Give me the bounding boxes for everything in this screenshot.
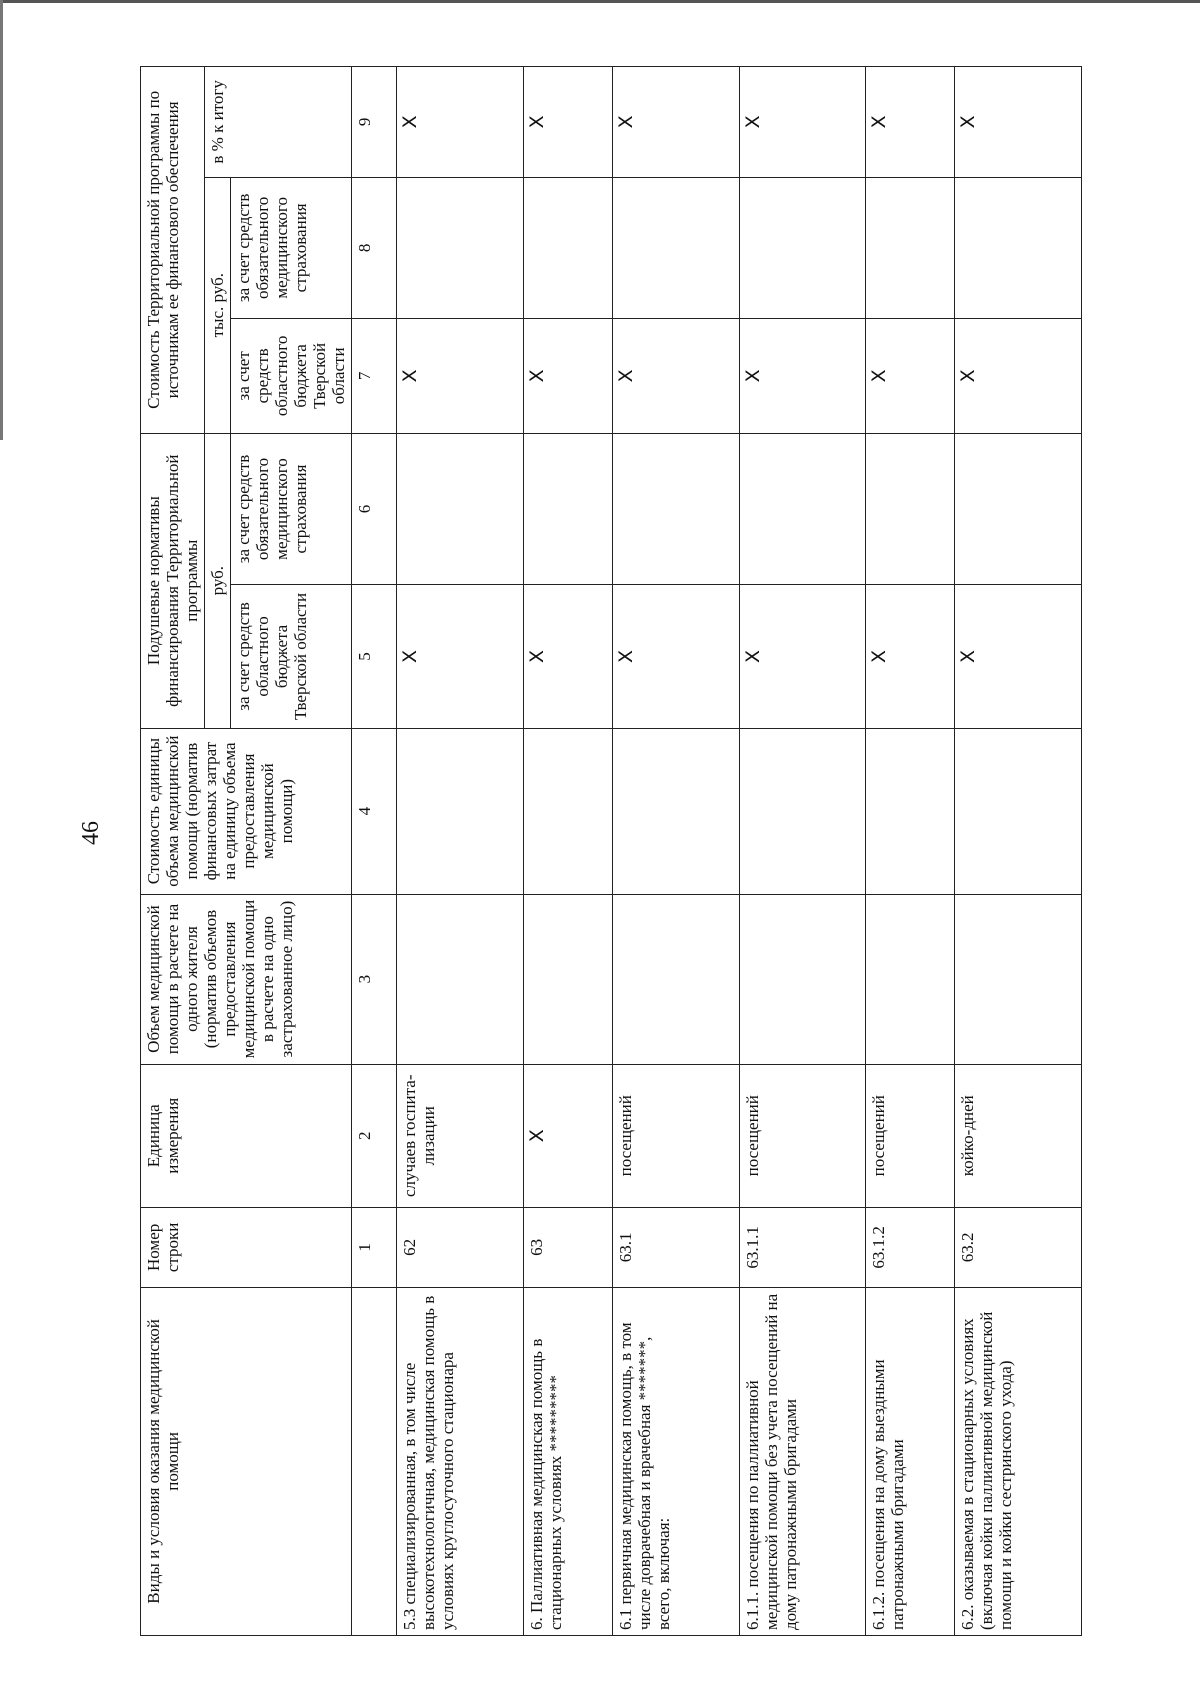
row-regional-budget-thousand: X xyxy=(739,319,866,434)
row-regional-budget-thousand: X xyxy=(955,319,1082,434)
header-regional-budget-rub: за счет средств областного бюджета Тверской области xyxy=(231,585,352,728)
row-oms-thousand xyxy=(612,177,739,318)
row-oms-rub xyxy=(523,433,612,585)
header-oms-rub: за счет средств обязательного медицинского страхования xyxy=(231,433,352,585)
row-unit: X xyxy=(523,1064,612,1207)
row-regional-budget-rub: X xyxy=(523,585,612,728)
header-regional-budget-thousand: за счет средств областного бюджета Тверской области xyxy=(231,319,352,434)
row-regional-budget-thousand: X xyxy=(397,319,524,434)
row-name: 6.1.1. посещения по паллиативной медицинской помощи без учета посещений на дому патронажными бригадами xyxy=(739,1287,866,1635)
column-number: 1 xyxy=(352,1207,397,1287)
row-oms-rub xyxy=(866,433,955,585)
row-oms-thousand xyxy=(739,177,866,318)
row-oms-rub xyxy=(739,433,866,585)
row-volume xyxy=(955,894,1082,1064)
header-kinds: Виды и условия оказания медицинской помощи xyxy=(141,1287,352,1635)
row-name: 6.2. оказываемая в стационарных условиях (включая койки паллиативной медицинской помощи и койки сестринского ухода) xyxy=(955,1287,1082,1635)
row-regional-budget-rub: X xyxy=(955,585,1082,728)
header-oms-thousand: за счет средств обязательного медицинского страхования xyxy=(231,177,352,318)
table-row xyxy=(866,67,955,1636)
header-cost-group: Стоимость Территориальной программы по источникам ее финансового обеспечения xyxy=(141,67,205,434)
row-unit-cost xyxy=(955,728,1082,894)
row-number: 63.1 xyxy=(612,1207,739,1287)
table-row xyxy=(523,67,612,1636)
row-regional-budget-thousand: X xyxy=(523,319,612,434)
column-number: 9 xyxy=(352,67,397,178)
scan-edge-left xyxy=(0,0,3,440)
row-percent: X xyxy=(612,67,739,178)
column-number: 2 xyxy=(352,1064,397,1207)
row-oms-thousand xyxy=(523,177,612,318)
row-regional-budget-thousand: X xyxy=(612,319,739,434)
header-unit-rub: руб. xyxy=(205,433,231,728)
row-unit-cost xyxy=(866,728,955,894)
table-row xyxy=(955,67,1082,1636)
row-regional-budget-rub: X xyxy=(397,585,524,728)
row-regional-budget-rub: X xyxy=(612,585,739,728)
header-unit-cost: Стоимость единицы объема медицинской помощи (норматив финансовых затрат на единицу объема предоставления медицинской помощи) xyxy=(141,728,352,894)
row-number: 63 xyxy=(523,1207,612,1287)
header-unit: Единица измерения xyxy=(141,1064,352,1207)
row-name: 6.1.2. посещения на дому выездными патронажными бригадами xyxy=(866,1287,955,1635)
row-regional-budget-rub: X xyxy=(739,585,866,728)
row-percent: X xyxy=(955,67,1082,178)
row-unit-cost xyxy=(397,728,524,894)
header-row-number: Номер строки xyxy=(141,1207,352,1287)
column-number: 7 xyxy=(352,319,397,434)
column-number: 8 xyxy=(352,177,397,318)
row-unit-cost xyxy=(523,728,612,894)
row-oms-thousand xyxy=(955,177,1082,318)
row-volume xyxy=(523,894,612,1064)
row-volume xyxy=(739,894,866,1064)
financing-table xyxy=(140,66,1082,1636)
row-unit-cost xyxy=(612,728,739,894)
row-oms-thousand xyxy=(397,177,524,318)
column-number: 6 xyxy=(352,433,397,585)
row-unit: случаев госпита-лизации xyxy=(397,1064,524,1207)
row-percent: X xyxy=(397,67,524,178)
column-number: 4 xyxy=(352,728,397,894)
header-percent: в % к итогу xyxy=(205,67,352,178)
row-unit: посещений xyxy=(866,1064,955,1207)
row-number: 63.2 xyxy=(955,1207,1082,1287)
scan-edge-top xyxy=(0,0,1200,3)
row-percent: X xyxy=(523,67,612,178)
table-row xyxy=(612,67,739,1636)
row-number: 63.1.1 xyxy=(739,1207,866,1287)
row-number: 63.1.2 xyxy=(866,1207,955,1287)
table-row xyxy=(397,67,524,1636)
row-unit: койко-дней xyxy=(955,1064,1082,1207)
row-number: 62 xyxy=(397,1207,524,1287)
row-name: 6.1 первичная медицинская помощь, в том числе доврачебная и врачебная *******, всего, включая: xyxy=(612,1287,739,1635)
row-volume xyxy=(397,894,524,1064)
row-oms-thousand xyxy=(866,177,955,318)
table-row xyxy=(739,67,866,1636)
header-volume: Объем медицинской помощи в расчете на одного жителя (норматив объемов предоставления медицинской помощи в расчете на одно застрахованное лицо) xyxy=(141,894,352,1064)
column-number: 3 xyxy=(352,894,397,1064)
row-unit-cost xyxy=(739,728,866,894)
row-percent: X xyxy=(739,67,866,178)
row-unit: посещений xyxy=(612,1064,739,1207)
row-name: 5.3 специализированная, в том числе высокотехнологичная, медицинская помощь в условиях круглосуточного стационара xyxy=(397,1287,524,1635)
row-oms-rub xyxy=(612,433,739,585)
row-name: 6. Паллиативная медицинская помощь в стационарных условиях ********* xyxy=(523,1287,612,1635)
row-regional-budget-thousand: X xyxy=(866,319,955,434)
row-unit: посещений xyxy=(739,1064,866,1207)
header-unit-thousand-rub: тыс. руб. xyxy=(205,177,231,433)
column-number: 5 xyxy=(352,585,397,728)
row-oms-rub xyxy=(397,433,524,585)
row-regional-budget-rub: X xyxy=(866,585,955,728)
header-per-capita-group: Подушевые нормативы финансирования Территориальной программы xyxy=(141,433,205,728)
page-number: 46 xyxy=(78,821,104,845)
rotated-table-wrapper xyxy=(140,66,1082,1636)
row-volume xyxy=(866,894,955,1064)
row-oms-rub xyxy=(955,433,1082,585)
row-percent: X xyxy=(866,67,955,178)
row-volume xyxy=(612,894,739,1064)
column-number-blank xyxy=(352,1287,397,1635)
